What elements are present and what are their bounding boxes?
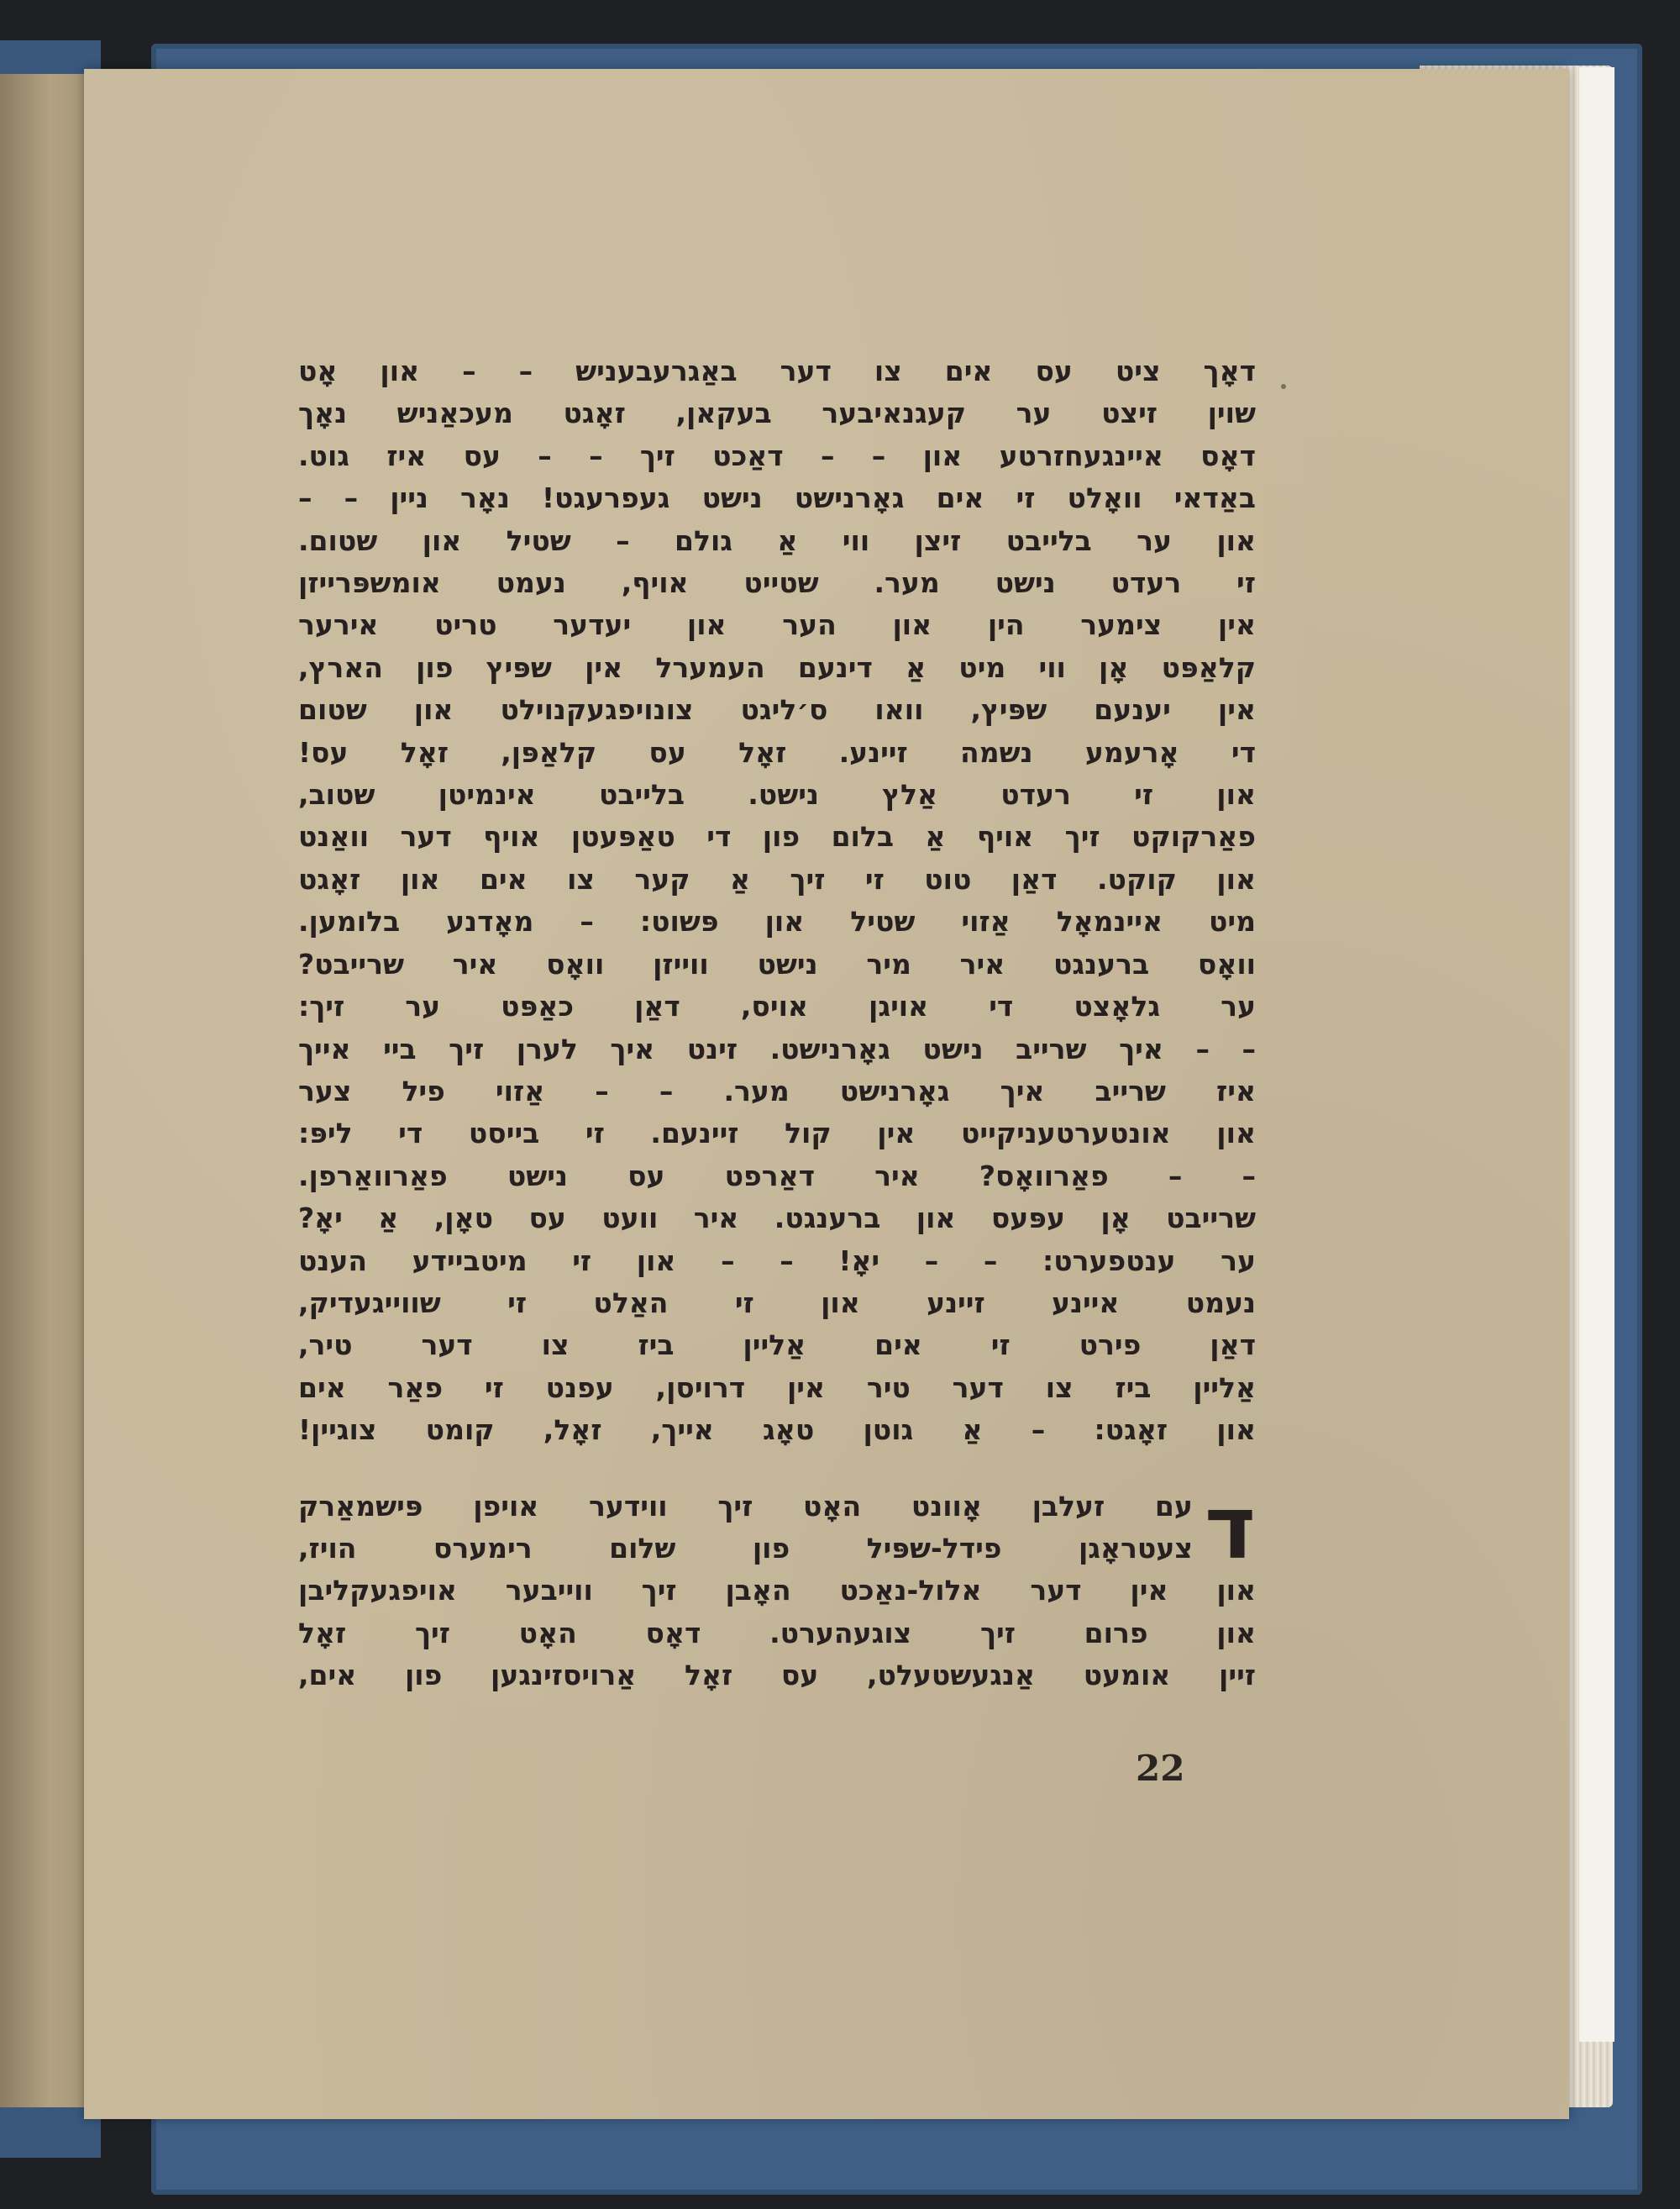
paragraph-gap: [298, 1452, 1256, 1486]
text-line: מיט איינמאָל אַזוי שטיל און פּשוט: – מאָדנע בלומען.: [298, 905, 1256, 939]
drop-cap: ד: [1204, 1475, 1256, 1579]
text-line: און פרום זיך צוגעהערט. דאָס האָט זיך זאָל: [298, 1616, 1256, 1649]
text-line: ער ענטפערט: – – יאָ! – – און זי מיטביידע הענט: [298, 1244, 1256, 1277]
text-line: זי רעדט נישט מער. שטייט אויף, נעמט אומשפּרייזן: [298, 566, 1256, 600]
text-line: – – איך שרייב נישט גאָרנישט. זינט איך לערן זיך ביי אייך: [298, 1032, 1256, 1065]
text-line: עם זעלבן אָוונט האָט זיך ווידער אויפן פּישמאַרק: [298, 1489, 1193, 1523]
text-line: נעמט איינע זיינע און זי האַלט זי שווייגעדיק,: [298, 1286, 1256, 1319]
text-line: און ער בלייבט זיצן ווי אַ גולם – שטיל און שטום.: [298, 523, 1256, 557]
text-line: צעטראָגן פידל-שפּיל פון שלום רימערס הויז,: [298, 1531, 1193, 1565]
page-edge-white: [1579, 67, 1614, 2042]
text-line: שרייבט אָן עפּעס און ברענגט. איר וועט עס טאָן, אַ יאָ?: [298, 1202, 1256, 1235]
text-line: באַדאי וואָלט זי אים גאָרנישט נישט געפרעגט! נאָר ניין – –: [298, 481, 1256, 515]
paper-speck: [1281, 384, 1286, 389]
text-line: ער גלאָצט די אויגן אויס, דאַן כאַפּט ער זיך:: [298, 990, 1256, 1023]
text-line: אין יענעם שפּיץ, וואו ס׳ליגט צונויפגעקנוילט און שטום: [298, 693, 1256, 727]
left-page-edge: [0, 74, 84, 2107]
text-line: און זאָגט: – אַ גוטן טאָג אייך, זאָל, קומט צוגיין!: [298, 1413, 1256, 1447]
page-number: 22: [1136, 1748, 1185, 1789]
text-line: – – פאַרוואָס? איר דאַרפט עס נישט פאַרוואַרפן.: [298, 1159, 1256, 1192]
text-line: דאַן פירט זי אים אַליין ביז צו דער טיר,: [298, 1328, 1256, 1362]
text-line: וואָס ברענגט איר מיר נישט ווייזן וואָס איר שרייבט?: [298, 947, 1256, 981]
book-page: [84, 69, 1569, 2119]
text-line: שוין זיצט ער קעגנאיבער בעקאן, זאָגט מעכאַניש נאָך: [298, 397, 1256, 430]
text-line: זיין אומעט אַנגעשטעלט, עס זאָל אַרויסזינגען פון אים,: [298, 1659, 1256, 1692]
text-line: און אונטערטעניקייט אין קול זיינעם. זי בייסט די ליפּ:: [298, 1117, 1256, 1150]
text-line: אין צימער הין און הער און יעדער טריט אירער: [298, 608, 1256, 642]
text-line: קלאַפּט אָן ווי מיט אַ דינעם העמערל אין שפּיץ פון הארץ,: [298, 650, 1256, 684]
text-line: און קוקט. דאַן טוט זי זיך אַ קער צו אים און זאָגט: [298, 862, 1256, 896]
text-line: דאָך ציט עס אים צו דער באַגרעבעניש – – און אָט: [298, 355, 1256, 387]
text-line: און אין דער אלול-נאַכט האָבן זיך ווייבער אויפגעקליבן: [298, 1574, 1256, 1607]
text-line: דאָס איינגעחזרטע און – – דאַכט זיך – – עס איז גוט.: [298, 439, 1256, 472]
text-line: פאַרקוקט זיך אויף אַ בלום פון די טאַפּעטן אויף דער וואַנט: [298, 820, 1256, 854]
text-line: די אָרעמע נשמה זיינע. זאָל עס קלאַפּן, זאָל עס!: [298, 735, 1256, 769]
page-text: [298, 350, 1256, 1697]
text-line: אַליין ביז צו דער טיר אין דרויסן, עפנט זי פאַר אים: [298, 1370, 1256, 1404]
text-line: און זי רעדט אַלץ נישט. בלייבט אינמיטן שטוב,: [298, 778, 1256, 812]
text-line: איז שרייב איך גאָרנישט מער. – – אַזוי פיל צער: [298, 1074, 1256, 1107]
